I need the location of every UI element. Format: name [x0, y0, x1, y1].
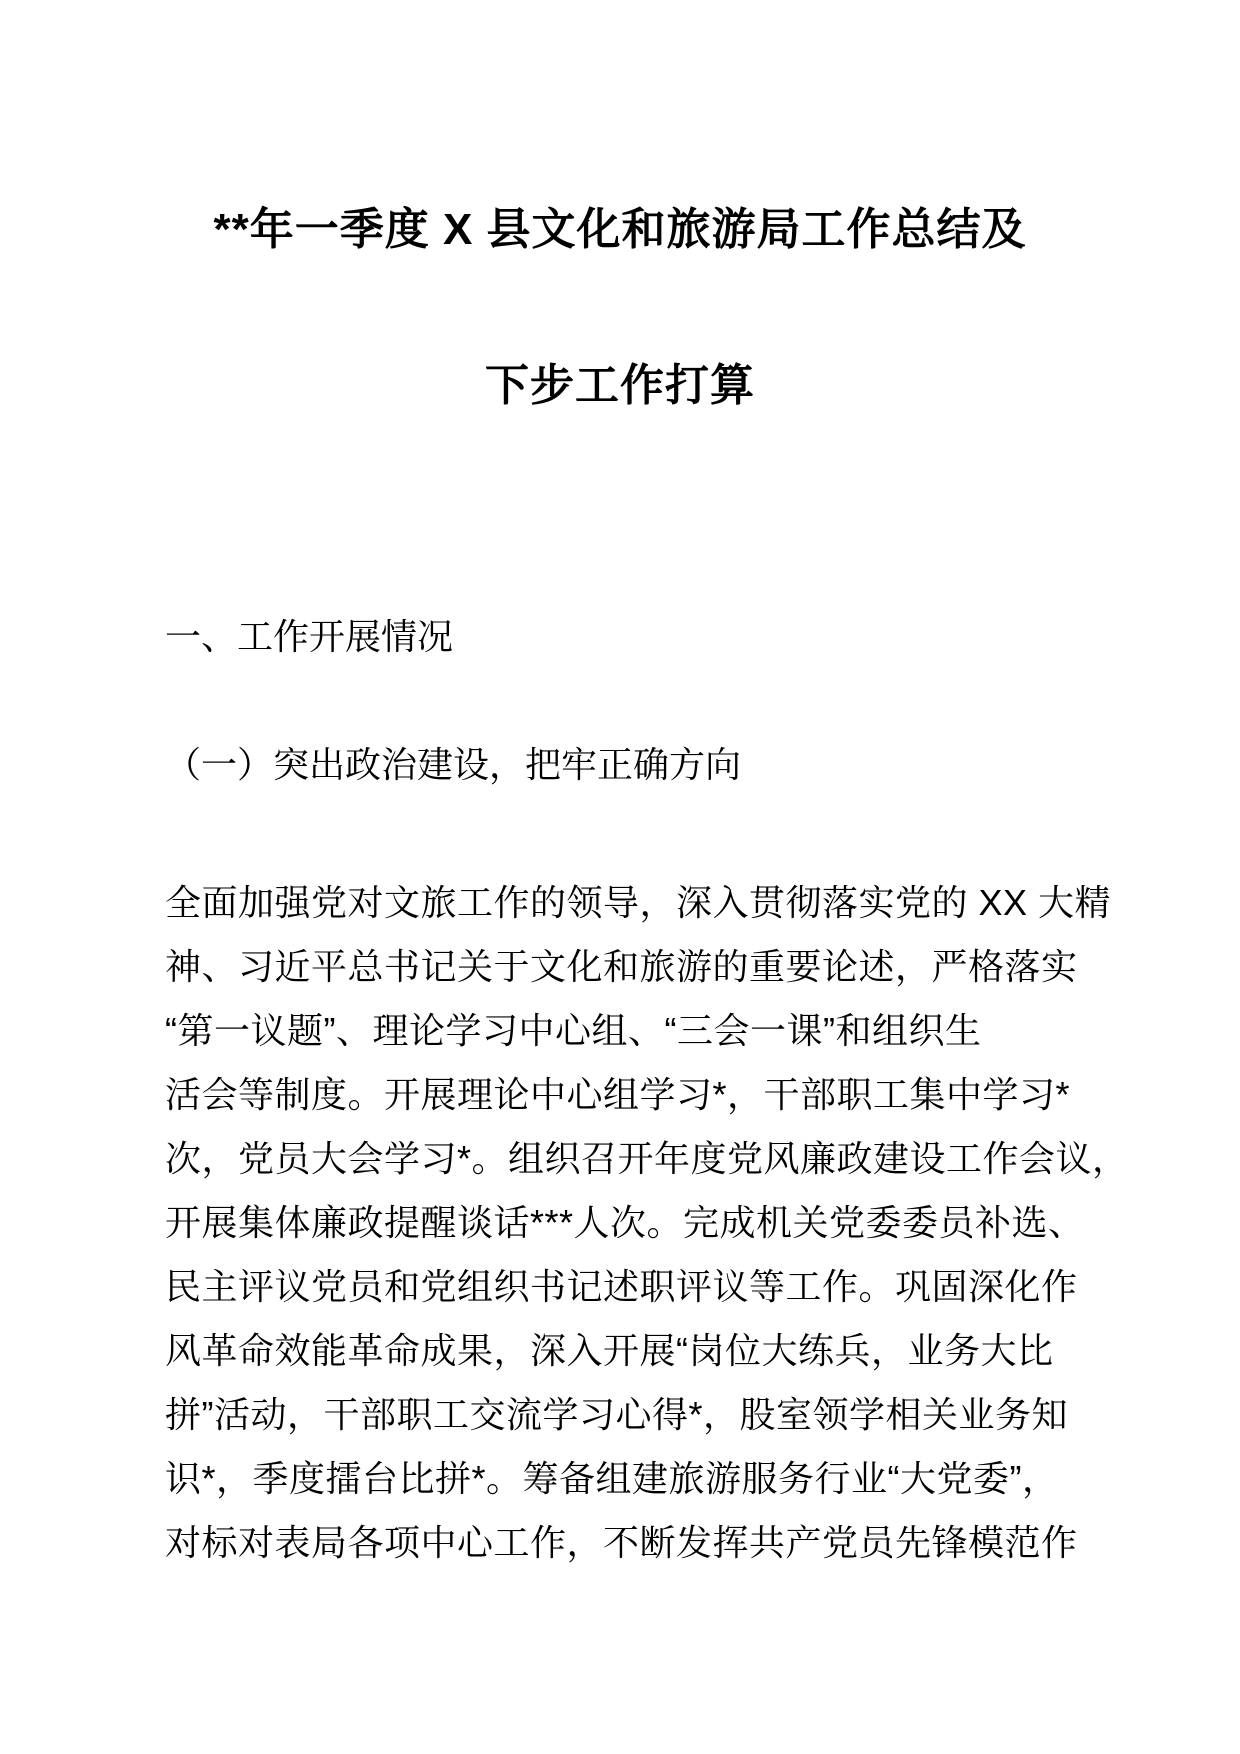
section-heading: 一、工作开展情况 — [165, 616, 454, 657]
body-paragraph — [165, 871, 1129, 1575]
body-line: 拼”活动，干部职工交流学习心得*，股室领学相关业务知 — [165, 1394, 1068, 1435]
body-line: 民主评议党员和党组织书记述职评议等工作。巩固深化作 — [165, 1266, 1078, 1307]
document-title-line-2: 下步工作打算 — [485, 361, 755, 410]
body-line: 全面加强党对文旅工作的领导，深入贯彻落实党的 XX 大精 — [165, 882, 1112, 923]
body-line: 对标对表局各项中心工作，不断发挥共产党员先锋模范作 — [165, 1522, 1078, 1563]
body-line: 次，党员大会学习*。组织召开年度党风廉政建设工作会议， — [165, 1138, 1129, 1179]
subsection-heading: （一）突出政治建设，把牢正确方向 — [165, 744, 742, 785]
body-line: 活会等制度。开展理论中心组学习*，干部职工集中学习* — [165, 1074, 1071, 1115]
body-line: 神、习近平总书记关于文化和旅游的重要论述，严格落实 — [165, 946, 1078, 987]
body-line: 开展集体廉政提醒谈话***人次。完成机关党委委员补选、 — [165, 1202, 1085, 1243]
body-line: 识*，季度擂台比拼*。筹备组建旅游服务行业“大党委”， — [165, 1458, 1059, 1499]
body-line: “第一议题”、理论学习中心组、“三会一课”和组织生 — [165, 1010, 982, 1051]
document-title-line-1: **年一季度 X 县文化和旅游局工作总结及 — [213, 205, 1027, 254]
body-line: 风革命效能革命成果，深入开展“岗位大练兵，业务大比 — [165, 1330, 1054, 1371]
